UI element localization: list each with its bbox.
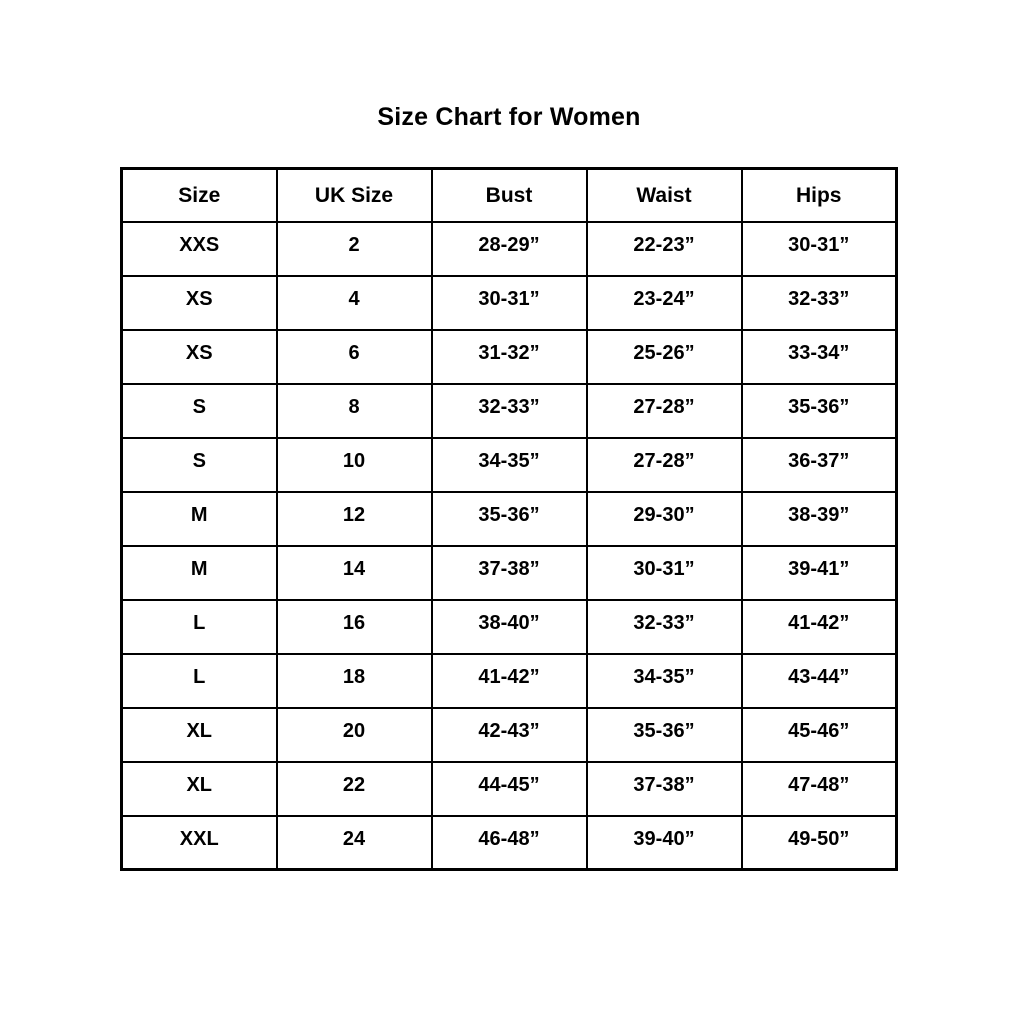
table-cell: 39-40” xyxy=(587,816,742,870)
table-cell: 37-38” xyxy=(432,546,587,600)
table-row xyxy=(122,708,897,762)
table-cell: 12 xyxy=(277,492,432,546)
table-header xyxy=(122,169,897,222)
table-cell: 39-41” xyxy=(742,546,897,600)
column-header: Hips xyxy=(742,169,897,222)
table-cell: 32-33” xyxy=(587,600,742,654)
table-cell: S xyxy=(122,384,277,438)
table-cell: 20 xyxy=(277,708,432,762)
table-cell: 41-42” xyxy=(742,600,897,654)
table-cell: 27-28” xyxy=(587,384,742,438)
size-chart-table xyxy=(120,167,898,871)
table-row xyxy=(122,438,897,492)
table-cell: 44-45” xyxy=(432,762,587,816)
table-cell: XXS xyxy=(122,222,277,276)
table-row xyxy=(122,276,897,330)
table-cell: 37-38” xyxy=(587,762,742,816)
table-cell: 25-26” xyxy=(587,330,742,384)
table-cell: 27-28” xyxy=(587,438,742,492)
table-cell: 38-39” xyxy=(742,492,897,546)
table-cell: XL xyxy=(122,762,277,816)
table-cell: XS xyxy=(122,276,277,330)
table-cell: 22 xyxy=(277,762,432,816)
table-cell: 32-33” xyxy=(432,384,587,438)
table-cell: 18 xyxy=(277,654,432,708)
page-title: Size Chart for Women xyxy=(377,103,641,131)
table-cell: 23-24” xyxy=(587,276,742,330)
table-cell: 29-30” xyxy=(587,492,742,546)
table-cell: 4 xyxy=(277,276,432,330)
table-cell: 31-32” xyxy=(432,330,587,384)
table-cell: 46-48” xyxy=(432,816,587,870)
column-header: Waist xyxy=(587,169,742,222)
table-cell: 35-36” xyxy=(742,384,897,438)
table-cell: M xyxy=(122,546,277,600)
table-row xyxy=(122,546,897,600)
table-row xyxy=(122,816,897,870)
table-cell: M xyxy=(122,492,277,546)
table-cell: 33-34” xyxy=(742,330,897,384)
table-cell: 24 xyxy=(277,816,432,870)
table-cell: 34-35” xyxy=(432,438,587,492)
table-cell: 45-46” xyxy=(742,708,897,762)
table-cell: 42-43” xyxy=(432,708,587,762)
table-cell: 38-40” xyxy=(432,600,587,654)
table-row xyxy=(122,384,897,438)
table-cell: 28-29” xyxy=(432,222,587,276)
table-cell: 16 xyxy=(277,600,432,654)
table-cell: 14 xyxy=(277,546,432,600)
table-cell: S xyxy=(122,438,277,492)
table-cell: 35-36” xyxy=(587,708,742,762)
table-row xyxy=(122,222,897,276)
table-cell: XL xyxy=(122,708,277,762)
table-cell: XXL xyxy=(122,816,277,870)
table-cell: L xyxy=(122,654,277,708)
table-cell: 10 xyxy=(277,438,432,492)
table-cell: 35-36” xyxy=(432,492,587,546)
table-cell: XS xyxy=(122,330,277,384)
column-header: Size xyxy=(122,169,277,222)
table-cell: 49-50” xyxy=(742,816,897,870)
table-cell: 30-31” xyxy=(432,276,587,330)
table-cell: 30-31” xyxy=(742,222,897,276)
table-body xyxy=(122,222,897,870)
table-row xyxy=(122,330,897,384)
table-cell: 6 xyxy=(277,330,432,384)
header-row xyxy=(122,169,897,222)
table-cell: 34-35” xyxy=(587,654,742,708)
table-cell: 22-23” xyxy=(587,222,742,276)
table-row xyxy=(122,654,897,708)
table-cell: 2 xyxy=(277,222,432,276)
column-header: Bust xyxy=(432,169,587,222)
table-cell: 32-33” xyxy=(742,276,897,330)
table-cell: 30-31” xyxy=(587,546,742,600)
table-cell: 43-44” xyxy=(742,654,897,708)
table-row xyxy=(122,762,897,816)
table-cell: L xyxy=(122,600,277,654)
column-header: UK Size xyxy=(277,169,432,222)
table-cell: 41-42” xyxy=(432,654,587,708)
table-cell: 36-37” xyxy=(742,438,897,492)
table-cell: 47-48” xyxy=(742,762,897,816)
table-row xyxy=(122,492,897,546)
table-row xyxy=(122,600,897,654)
table-cell: 8 xyxy=(277,384,432,438)
